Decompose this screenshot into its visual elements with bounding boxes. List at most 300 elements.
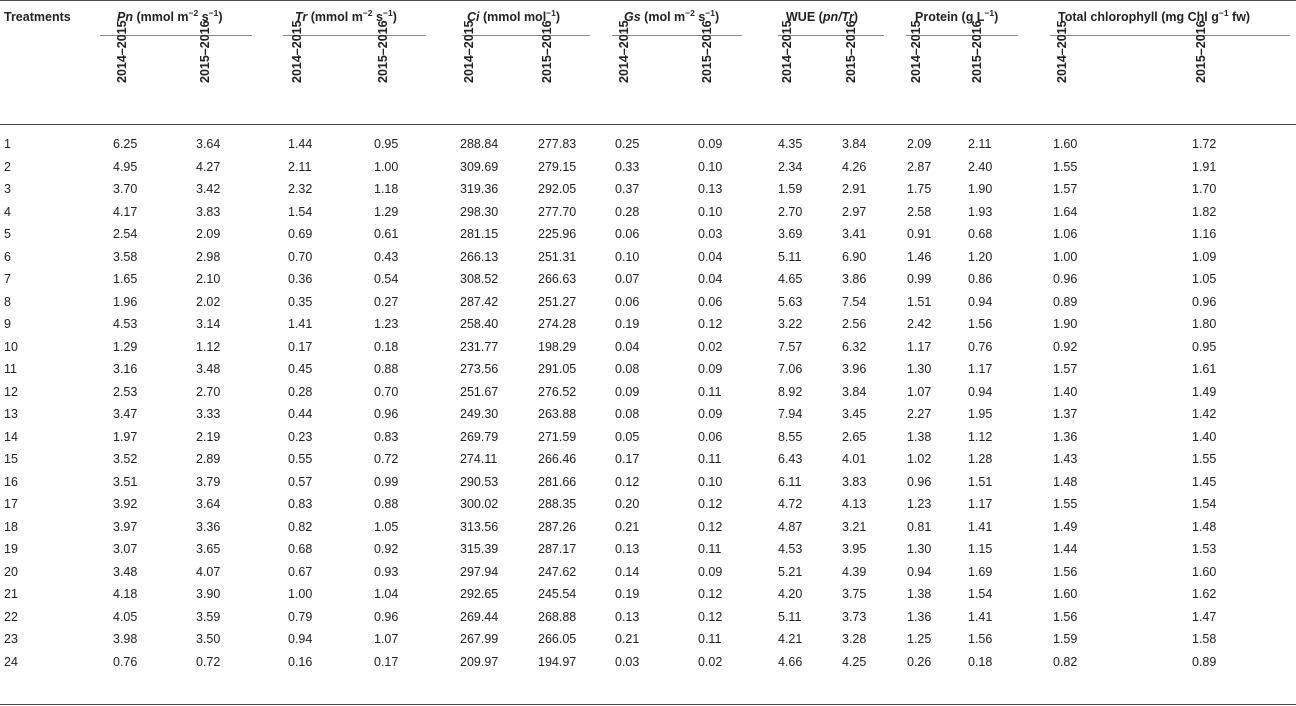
- table-row: [0, 340, 1296, 362]
- table-cell: 5.11: [778, 609, 802, 624]
- treatment-id: 7: [4, 272, 11, 286]
- table-cell: 258.40: [460, 317, 499, 331]
- table-cell: 3.48: [113, 564, 138, 579]
- table-cell: 263.88: [538, 407, 577, 421]
- year-header: 2015–2016: [540, 20, 554, 83]
- table-cell: 0.10: [615, 249, 640, 264]
- treatment-id: 21: [4, 587, 18, 601]
- header-unit: s: [694, 10, 706, 24]
- table-cell: 3.28: [842, 632, 867, 646]
- table-cell: 1.40: [1192, 429, 1217, 444]
- table-cell: 267.99: [460, 632, 499, 646]
- treatment-id: 15: [4, 452, 18, 466]
- table-cell: 315.39: [460, 542, 499, 556]
- table-cell: 231.77: [460, 339, 499, 354]
- header-unit: s: [372, 10, 383, 24]
- table-row: [0, 317, 1296, 339]
- table-cell: 1.37: [1053, 407, 1078, 421]
- table-cell: 1.29: [374, 204, 399, 219]
- table-cell: 1.72: [1192, 137, 1217, 151]
- table-row: [0, 475, 1296, 497]
- table-cell: 0.36: [288, 272, 313, 286]
- table-cell: 3.14: [196, 317, 221, 331]
- table-cell: 0.06: [615, 294, 640, 309]
- header-unit: (mol m: [640, 10, 686, 24]
- table-cell: 2.58: [907, 204, 932, 219]
- table-cell: 0.89: [1192, 654, 1217, 669]
- table-cell: 0.94: [907, 564, 932, 579]
- table-cell: 0.61: [374, 227, 399, 241]
- table-cell: 1.60: [1053, 587, 1078, 601]
- table-cell: 273.56: [460, 362, 499, 376]
- table-cell: 0.25: [615, 137, 640, 151]
- table-cell: 0.06: [698, 429, 723, 444]
- table-cell: 276.52: [538, 384, 577, 399]
- table-cell: 4.25: [842, 654, 867, 669]
- table-cell: 3.83: [196, 204, 221, 219]
- table-row: [0, 520, 1296, 542]
- table-cell: 2.70: [778, 204, 803, 219]
- treatment-id: 23: [4, 632, 18, 646]
- table-cell: 3.47: [113, 407, 138, 421]
- table-cell: 266.63: [538, 272, 577, 286]
- table-cell: 1.06: [1053, 227, 1078, 241]
- table-cell: 0.83: [374, 429, 399, 444]
- table-cell: 1.48: [1192, 519, 1217, 534]
- table-cell: 1.07: [907, 384, 932, 399]
- table-cell: 298.30: [460, 204, 499, 219]
- table-cell: 1.36: [907, 609, 932, 624]
- table-cell: 0.54: [374, 272, 399, 286]
- table-cell: 266.46: [538, 452, 577, 466]
- header-exponent: −1: [984, 7, 995, 18]
- table-cell: 2.19: [196, 429, 221, 444]
- table-cell: 2.98: [196, 249, 221, 264]
- header-unit: (mmol m: [307, 10, 363, 24]
- table-cell: 0.02: [698, 339, 723, 354]
- table-cell: 0.28: [615, 204, 640, 219]
- treatment-id: 9: [4, 317, 11, 331]
- table-cell: 1.30: [907, 362, 932, 376]
- year-header: 2015–2016: [198, 20, 212, 83]
- table-cell: 1.59: [1053, 632, 1078, 646]
- table-cell: 1.57: [1053, 362, 1078, 376]
- table-row: [0, 407, 1296, 429]
- table-cell: 1.93: [968, 204, 993, 219]
- table-cell: 0.03: [698, 227, 723, 241]
- table-row: [0, 205, 1296, 227]
- header-unit: ): [218, 10, 223, 24]
- table-row: [0, 497, 1296, 519]
- header-unit: s: [198, 10, 209, 24]
- table-cell: 1.59: [778, 182, 803, 196]
- header-exponent: −1: [546, 7, 556, 18]
- treatment-id: 6: [4, 249, 11, 264]
- table-cell: 0.88: [374, 497, 399, 511]
- treatment-id: 10: [4, 339, 18, 354]
- table-cell: 4.07: [196, 564, 221, 579]
- table-cell: 1.38: [907, 587, 932, 601]
- table-cell: 249.30: [460, 407, 499, 421]
- table-cell: 3.70: [113, 182, 138, 196]
- table-cell: 0.09: [698, 362, 723, 376]
- table-row: [0, 362, 1296, 384]
- table-cell: 1.44: [288, 137, 313, 151]
- table-cell: 4.18: [113, 587, 138, 601]
- table-cell: 277.70: [538, 204, 577, 219]
- table-cell: 1.41: [288, 317, 313, 331]
- table-cell: 7.54: [842, 294, 867, 309]
- table-row: [0, 430, 1296, 452]
- table-cell: 1.55: [1053, 159, 1078, 174]
- header-exponent: −1: [382, 7, 393, 18]
- table-cell: 209.97: [460, 654, 499, 669]
- table-cell: 0.19: [615, 587, 640, 601]
- table-cell: 1.48: [1053, 474, 1078, 489]
- table-cell: 1.43: [1053, 452, 1078, 466]
- table-cell: 198.29: [538, 339, 577, 354]
- table-cell: 0.67: [288, 564, 313, 579]
- table-cell: 1.54: [288, 204, 313, 219]
- header-text: Total chlorophyll (mg Chl g: [1058, 10, 1219, 24]
- year-header: 2014–2015: [617, 20, 631, 83]
- table-cell: 1.58: [1192, 632, 1217, 646]
- table-cell: 0.99: [374, 474, 399, 489]
- treatment-id: 12: [4, 384, 18, 399]
- table-cell: 2.97: [842, 204, 867, 219]
- column-group-header: [915, 7, 999, 24]
- table-cell: 3.84: [842, 137, 867, 151]
- table-cell: 0.23: [288, 429, 313, 444]
- table-row: [0, 385, 1296, 407]
- table-cell: 1.56: [1053, 609, 1078, 624]
- table-row: [0, 182, 1296, 204]
- table-cell: 5.11: [778, 249, 802, 264]
- table-cell: 0.12: [698, 587, 723, 601]
- table-cell: 1.49: [1192, 384, 1217, 399]
- table-cell: 300.02: [460, 497, 499, 511]
- table-row: [0, 565, 1296, 587]
- table-cell: 1.00: [288, 587, 313, 601]
- table-cell: 0.06: [615, 227, 640, 241]
- table-cell: 292.05: [538, 182, 577, 196]
- table-cell: 1.15: [968, 542, 993, 556]
- header-exponent: −1: [705, 7, 715, 18]
- table-cell: 0.95: [1192, 339, 1217, 354]
- table-cell: 0.05: [615, 429, 640, 444]
- year-header: 2015–2016: [970, 20, 984, 83]
- table-cell: 0.21: [615, 519, 640, 534]
- table-cell: 1.54: [968, 587, 993, 601]
- table-row: [0, 655, 1296, 677]
- table-cell: 1.61: [1192, 362, 1217, 376]
- table-cell: 0.70: [288, 249, 313, 264]
- table-cell: 0.04: [698, 249, 723, 264]
- table-cell: 4.13: [842, 497, 867, 511]
- table-row: [0, 160, 1296, 182]
- table-cell: 6.32: [842, 339, 867, 354]
- table-cell: 0.04: [698, 272, 723, 286]
- table-cell: 0.13: [698, 182, 723, 196]
- table-cell: 0.81: [907, 519, 932, 534]
- table-cell: 290.53: [460, 474, 499, 489]
- table-cell: 281.15: [460, 227, 499, 241]
- table-cell: 281.66: [538, 474, 577, 489]
- table-cell: 1.12: [196, 339, 221, 354]
- treatment-id: 3: [4, 182, 11, 196]
- table-cell: 1.46: [907, 249, 932, 264]
- table-cell: 1.56: [968, 317, 993, 331]
- table-cell: 0.96: [1192, 294, 1217, 309]
- table-cell: 1.95: [968, 407, 993, 421]
- table-cell: 3.50: [196, 632, 221, 646]
- table-cell: 1.12: [968, 429, 993, 444]
- table-cell: 1.54: [1192, 497, 1217, 511]
- table-cell: 271.59: [538, 429, 577, 444]
- table-cell: 1.17: [907, 339, 932, 354]
- table-cell: 0.08: [615, 362, 640, 376]
- table-cell: 1.38: [907, 429, 932, 444]
- table-cell: 0.55: [288, 452, 313, 466]
- table-cell: 274.28: [538, 317, 577, 331]
- table-cell: 1.04: [374, 587, 399, 601]
- table-cell: 0.02: [698, 654, 723, 669]
- table-cell: 1.09: [1192, 249, 1217, 264]
- table-cell: 319.36: [460, 182, 499, 196]
- table-cell: 3.36: [196, 519, 221, 534]
- table-cell: 0.94: [968, 294, 993, 309]
- table-cell: 0.12: [698, 497, 723, 511]
- table-cell: 0.96: [1053, 272, 1078, 286]
- table-cell: 7.94: [778, 407, 803, 421]
- table-cell: 288.84: [460, 137, 499, 151]
- year-header: 2014–2015: [909, 20, 923, 83]
- table-cell: 0.44: [288, 407, 313, 421]
- table-cell: 0.07: [615, 272, 640, 286]
- treatment-id: 4: [4, 204, 11, 219]
- header-variable: pn/Tr: [822, 10, 854, 24]
- table-cell: 0.27: [374, 294, 399, 309]
- table-cell: 251.27: [538, 294, 577, 309]
- table-cell: 2.11: [968, 137, 992, 151]
- table-cell: 3.92: [113, 497, 138, 511]
- table-cell: 1.25: [907, 632, 932, 646]
- table-cell: 6.11: [778, 474, 802, 489]
- table-cell: 1.30: [907, 542, 932, 556]
- table-cell: 251.31: [538, 249, 577, 264]
- table-cell: 0.13: [615, 542, 640, 556]
- table-cell: 2.11: [288, 159, 312, 174]
- table-cell: 1.00: [1053, 249, 1078, 264]
- table-cell: 3.95: [842, 542, 867, 556]
- table-cell: 6.43: [778, 452, 803, 466]
- table-cell: 0.10: [698, 159, 723, 174]
- header-variable: Pn: [117, 10, 133, 24]
- treatment-id: 20: [4, 564, 18, 579]
- table-cell: 4.65: [778, 272, 803, 286]
- table-cell: 1.62: [1192, 587, 1217, 601]
- header-exponent: −1: [208, 7, 219, 18]
- table-cell: 1.05: [374, 519, 399, 534]
- table-cell: 0.11: [698, 542, 722, 556]
- table-row: [0, 632, 1296, 654]
- table-cell: 274.11: [460, 452, 498, 466]
- treatment-id: 1: [4, 137, 11, 151]
- table-cell: 225.96: [538, 227, 577, 241]
- table-cell: 3.86: [842, 272, 867, 286]
- table-cell: 0.12: [698, 609, 723, 624]
- table-cell: 1.60: [1053, 137, 1078, 151]
- table-cell: 3.83: [842, 474, 867, 489]
- table-cell: 1.56: [1053, 564, 1078, 579]
- table-row: [0, 250, 1296, 272]
- table-cell: 0.35: [288, 294, 313, 309]
- table-cell: 291.05: [538, 362, 577, 376]
- table-cell: 0.26: [907, 654, 932, 669]
- year-header: 2014–2015: [780, 20, 794, 83]
- table-cell: 1.28: [968, 452, 993, 466]
- table-cell: 0.45: [288, 362, 313, 376]
- table-cell: 1.40: [1053, 384, 1078, 399]
- table-cell: 1.70: [1192, 182, 1217, 196]
- year-header: 2015–2016: [1194, 20, 1208, 83]
- table-cell: 3.79: [196, 474, 221, 489]
- table-cell: 1.45: [1192, 474, 1217, 489]
- table-cell: 0.11: [698, 384, 722, 399]
- table-cell: 0.09: [698, 564, 723, 579]
- treatment-id: 22: [4, 609, 18, 624]
- table-cell: 2.53: [113, 384, 138, 399]
- table-cell: 0.10: [698, 474, 723, 489]
- table-cell: 1.44: [1053, 542, 1078, 556]
- treatment-id: 2: [4, 159, 11, 174]
- table-cell: 1.23: [907, 497, 932, 511]
- table-cell: 3.65: [196, 542, 221, 556]
- table-cell: 269.79: [460, 429, 499, 444]
- table-cell: 1.55: [1053, 497, 1078, 511]
- treatment-id: 18: [4, 519, 18, 534]
- table-cell: 2.87: [907, 159, 932, 174]
- table-cell: 8.55: [778, 429, 803, 444]
- table-cell: 0.94: [288, 632, 313, 646]
- table-cell: 2.32: [288, 182, 313, 196]
- table-cell: 1.16: [1192, 227, 1217, 241]
- table-cell: 3.64: [196, 137, 221, 151]
- table-cell: 269.44: [460, 609, 499, 624]
- table-cell: 3.69: [778, 227, 803, 241]
- table-cell: 0.92: [374, 542, 399, 556]
- table-cell: 2.09: [907, 137, 932, 151]
- treatment-id: 14: [4, 429, 18, 444]
- table-row: [0, 137, 1296, 159]
- treatment-id: 17: [4, 497, 18, 511]
- treatment-id: 8: [4, 294, 11, 309]
- table-cell: 0.17: [288, 339, 313, 354]
- table-cell: 8.92: [778, 384, 803, 399]
- table-cell: 0.13: [615, 609, 640, 624]
- table-cell: 6.90: [842, 249, 867, 264]
- table-cell: 247.62: [538, 564, 577, 579]
- table-cell: 2.65: [842, 429, 867, 444]
- table-cell: 1.80: [1192, 317, 1217, 331]
- table-cell: 0.68: [968, 227, 993, 241]
- table-cell: 194.97: [538, 654, 577, 669]
- table-cell: 308.52: [460, 272, 499, 286]
- table-cell: 3.97: [113, 519, 138, 534]
- table-cell: 0.10: [698, 204, 723, 219]
- table-cell: 4.53: [778, 542, 803, 556]
- table-cell: 1.36: [1053, 429, 1078, 444]
- table-cell: 0.72: [374, 452, 399, 466]
- table-cell: 1.60: [1192, 564, 1217, 579]
- table-cell: 3.51: [113, 474, 138, 489]
- table-cell: 0.33: [615, 159, 640, 174]
- table-row: [0, 587, 1296, 609]
- treatments-header: Treatments: [4, 10, 71, 24]
- table-cell: 1.51: [968, 474, 993, 489]
- year-header: 2014–2015: [115, 20, 129, 83]
- header-unit: ): [994, 10, 999, 24]
- table-cell: 5.63: [778, 294, 803, 309]
- group-rule: [1050, 35, 1290, 36]
- table-cell: 3.58: [113, 249, 138, 264]
- header-exponent: −2: [188, 7, 199, 18]
- table-cell: 1.57: [1053, 182, 1078, 196]
- table-cell: 0.12: [698, 317, 723, 331]
- header-exponent: −1: [1218, 7, 1229, 18]
- table-cell: 4.27: [196, 159, 221, 174]
- table-row: [0, 452, 1296, 474]
- table-row: [0, 542, 1296, 564]
- table-cell: 3.75: [842, 587, 867, 601]
- table-cell: 2.02: [196, 294, 221, 309]
- table-cell: 1.90: [968, 182, 993, 196]
- table-cell: 0.09: [615, 384, 640, 399]
- table-cell: 2.42: [907, 317, 932, 331]
- table-cell: 4.17: [113, 204, 138, 219]
- header-unit: ): [853, 10, 859, 24]
- treatment-id: 16: [4, 474, 18, 489]
- year-header: 2014–2015: [290, 20, 304, 83]
- table-cell: 3.98: [113, 632, 138, 646]
- table-cell: 1.97: [113, 429, 138, 444]
- table-cell: 4.35: [778, 137, 803, 151]
- header-rule: [0, 124, 1296, 125]
- table-cell: 0.57: [288, 474, 313, 489]
- table-cell: 1.42: [1192, 407, 1217, 421]
- table-cell: 4.66: [778, 654, 803, 669]
- table-cell: 1.64: [1053, 204, 1078, 219]
- table-cell: 1.07: [374, 632, 399, 646]
- table-cell: 4.87: [778, 519, 803, 534]
- table-cell: 0.37: [615, 182, 640, 196]
- table-cell: 2.91: [842, 182, 867, 196]
- table-cell: 0.82: [288, 519, 313, 534]
- table-row: [0, 610, 1296, 632]
- table-cell: 2.10: [196, 272, 221, 286]
- table-cell: 4.21: [778, 632, 803, 646]
- header-unit: (mmol mol: [479, 10, 547, 24]
- table-cell: 309.69: [460, 159, 499, 174]
- header-unit: ): [714, 10, 720, 24]
- column-group-header: [1058, 7, 1251, 24]
- table-cell: 3.59: [196, 609, 221, 624]
- table-cell: 268.88: [538, 609, 577, 624]
- table-cell: 3.73: [842, 609, 867, 624]
- table-cell: 0.69: [288, 227, 313, 241]
- table-cell: 4.95: [113, 159, 138, 174]
- treatment-id: 13: [4, 407, 18, 421]
